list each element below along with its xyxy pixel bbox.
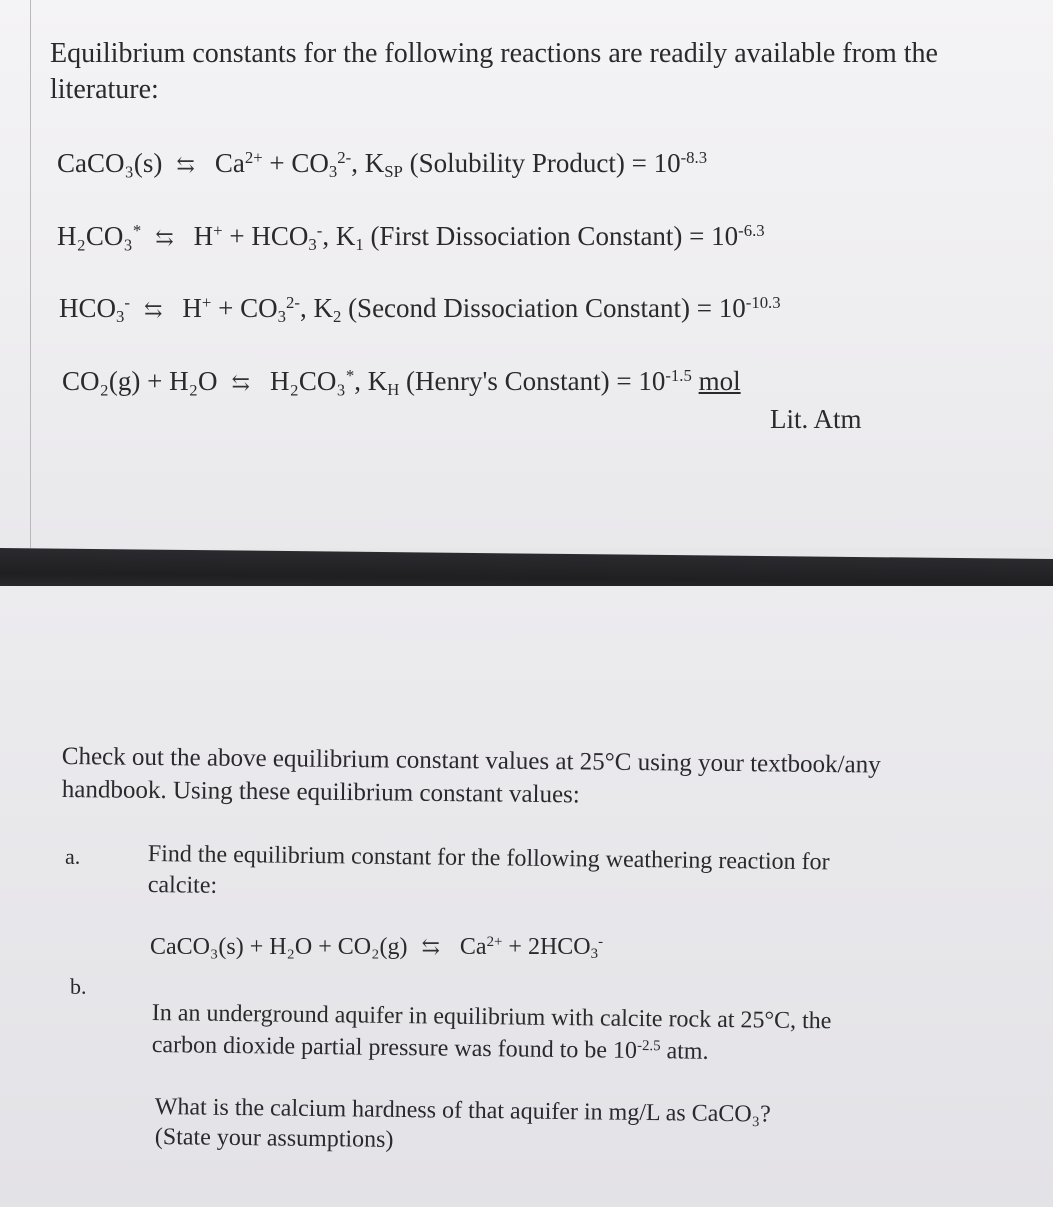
kh-unit-numerator: mol: [698, 366, 741, 396]
ksp-co3: CO: [291, 148, 329, 178]
kh-exponent: -1.5: [665, 365, 692, 385]
kh-label: , K: [354, 366, 388, 396]
part-b-line-1: In an underground aquifer in equilibrium with calcite rock at 25°C, the: [151, 999, 832, 1035]
k2-co3-sub: 3: [277, 306, 286, 326]
equilibrium-arrow-icon: ⇆: [143, 297, 163, 322]
ksp-co3-charge: 2-: [337, 147, 352, 167]
k1-h: H: [193, 221, 214, 251]
part-b-letter: b.: [70, 974, 87, 999]
part-a-letter: a.: [65, 844, 81, 869]
part-b-line-2-text: carbon dioxide partial pressure was found to be 10: [151, 1031, 638, 1064]
equilibrium-arrow-icon: ⇆: [421, 934, 440, 959]
ksp-label-sub: SP: [384, 161, 403, 181]
question-line-1: Check out the above equilibrium constant values at 25°C using your textbook/any: [61, 742, 881, 779]
k2-co3-charge: 2-: [285, 292, 300, 312]
k2-co3: CO: [240, 293, 278, 323]
k1-reactant: H₂CO₃: [57, 221, 133, 251]
k1-desc: (First Dissociation Constant) = 10: [363, 221, 739, 251]
ksp-label: , K: [351, 148, 385, 178]
k1-h-charge: +: [213, 220, 223, 240]
ksp-ca-charge: 2+: [244, 147, 263, 167]
kh-desc: (Henry's Constant) = 10: [399, 366, 666, 396]
part-b-line-2-unit: atm.: [660, 1038, 709, 1065]
k2-h: H: [182, 293, 202, 323]
part-a-rxn-charge: -: [598, 933, 604, 950]
ksp-exponent: -8.3: [680, 147, 708, 167]
k1-label: , K: [322, 221, 356, 251]
k1-hco3: HCO: [251, 221, 309, 251]
k1-label-sub: 1: [355, 234, 364, 254]
k2-reactant: HCO: [59, 293, 117, 323]
k2-reactant-sub: 3: [116, 306, 125, 326]
part-a-reaction: [150, 934, 603, 961]
ksp-desc: (Solubility Product) = 10: [402, 148, 681, 178]
k1-exponent: -6.3: [738, 220, 765, 240]
ksp-plus: +: [269, 148, 285, 178]
k1-hco3-charge: -: [316, 220, 323, 240]
part-b-line-4: (State your assumptions): [154, 1123, 394, 1153]
part-a-line-2: calcite:: [147, 871, 218, 899]
kh-label-sub: H: [387, 379, 400, 399]
ksp-ca: Ca: [214, 148, 245, 178]
k1-hco3-sub: 3: [308, 234, 317, 254]
k2-plus: +: [218, 293, 234, 323]
k2-exponent: -10.3: [745, 292, 781, 312]
ksp-co3-sub: 3: [328, 161, 338, 181]
kh-reactant: CO₂(g) + H₂O: [62, 366, 218, 396]
intro-line-2: literature:: [50, 74, 159, 105]
part-b-line-3: What is the calcium hardness of that aquifer in mg/L as CaCO₃?: [154, 1093, 771, 1128]
part-a-rxn-rest: + 2HCO: [508, 934, 591, 960]
equation-k1: [57, 221, 765, 252]
kh-star: *: [345, 365, 355, 385]
equation-k2: [59, 293, 781, 324]
part-a-rxn-ca: Ca: [459, 934, 487, 960]
k2-h-charge: +: [201, 292, 212, 312]
k1-star: *: [132, 220, 142, 240]
part-b-exponent: -2.5: [636, 1037, 661, 1055]
kh-product: H₂CO₃: [269, 366, 346, 396]
part-a-rxn-ca-charge: 2+: [486, 933, 503, 950]
part-a-rxn-sub: 3: [590, 946, 599, 963]
kh-unit-denominator: Lit. Atm: [770, 404, 862, 434]
k2-label: , K: [299, 293, 333, 323]
k2-label-sub: 2: [332, 306, 342, 326]
equation-kh: [62, 366, 741, 397]
equilibrium-arrow-icon: ⇆: [155, 225, 174, 250]
equilibrium-arrow-icon: ⇆: [176, 152, 195, 177]
margin-line: [30, 0, 31, 548]
part-a-line-1: Find the equilibrium constant for the following weathering reaction for: [147, 840, 830, 876]
k2-reactant-charge: -: [124, 292, 130, 312]
equilibrium-arrow-icon: ⇆: [231, 370, 250, 395]
question-line-2: handbook. Using these equilibrium constant values:: [61, 775, 580, 809]
k2-desc: (Second Dissociation Constant) = 10: [341, 293, 746, 323]
equation-ksp: [57, 148, 707, 179]
k1-plus: +: [229, 221, 245, 251]
part-a-rxn-left: CaCO₃(s) + H₂O + CO₂(g): [150, 934, 408, 960]
ksp-reactant: CaCO₃(s): [57, 148, 163, 178]
intro-line-1: Equilibrium constants for the following reactions are readily available from the: [50, 38, 938, 69]
